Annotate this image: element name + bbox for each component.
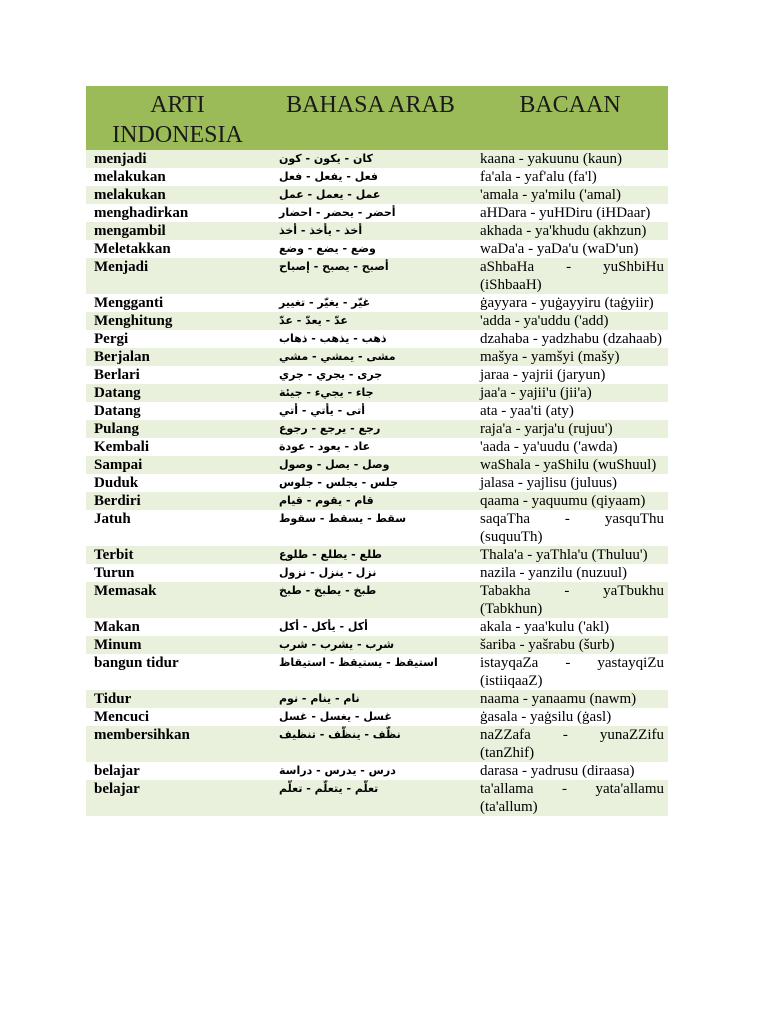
transliteration: jalasa - yajlisu (juluus) [472, 474, 668, 492]
table-row [86, 726, 668, 762]
header-bahasa-arab: BAHASA ARAB [269, 86, 472, 150]
transliteration: aShbaHa - yuShbiHu (iShbaaH) [472, 258, 668, 294]
vocabulary-document [86, 86, 668, 816]
arabic-word: نزل - ينزل - نزول [269, 564, 472, 582]
arabic-word: أحضر - يحضر - احضار [269, 204, 472, 222]
arabic-word: رجع - يرجع - رجوع [269, 420, 472, 438]
transliteration: mašya - yamšyi (mašy) [472, 348, 668, 366]
indonesian-word: Terbit [86, 546, 269, 564]
indonesian-word: melakukan [86, 186, 269, 204]
transliteration: saqaTha - yasquThu (suquuTh) [472, 510, 668, 546]
transliteration: 'amala - ya'milu ('amal) [472, 186, 668, 204]
header-arti-indonesia: ARTI INDONESIA [86, 86, 269, 150]
arabic-word: طلع - يطلع - طلوع [269, 546, 472, 564]
transliteration: raja'a - yarja'u (rujuu') [472, 420, 668, 438]
transliteration: akhada - ya'khudu (akhzun) [472, 222, 668, 240]
indonesian-word: Sampai [86, 456, 269, 474]
transliteration: waShala - yaShilu (wuShuul) [472, 456, 668, 474]
indonesian-word: mengambil [86, 222, 269, 240]
transliteration: kaana - yakuunu (kaun) [472, 150, 668, 168]
indonesian-word: Berdiri [86, 492, 269, 510]
indonesian-word: Makan [86, 618, 269, 636]
indonesian-word: Duduk [86, 474, 269, 492]
arabic-word: كان - يكون - كون [269, 150, 472, 168]
indonesian-word: Memasak [86, 582, 269, 618]
arabic-word: مشى - يمشي - مشي [269, 348, 472, 366]
transliteration: waDa'a - yaDa'u (waD'un) [472, 240, 668, 258]
transliteration: jaa'a - yajii'u (jii'a) [472, 384, 668, 402]
table-row [86, 708, 668, 726]
table-row [86, 312, 668, 330]
arabic-word: عاد - يعود - عودة [269, 438, 472, 456]
transliteration: ata - yaa'ti (aty) [472, 402, 668, 420]
transliteration: nazila - yanzilu (nuzuul) [472, 564, 668, 582]
indonesian-word: Berlari [86, 366, 269, 384]
transliteration: dzahaba - yadzhabu (dzahaab) [472, 330, 668, 348]
indonesian-word: Datang [86, 402, 269, 420]
table-row [86, 438, 668, 456]
table-row [86, 654, 668, 690]
indonesian-word: Pergi [86, 330, 269, 348]
indonesian-word: Jatuh [86, 510, 269, 546]
indonesian-word: menghadirkan [86, 204, 269, 222]
arabic-word: جلس - يجلس - جلوس [269, 474, 472, 492]
indonesian-word: Menjadi [86, 258, 269, 294]
arabic-word: أخذ - يأخذ - أخذ [269, 222, 472, 240]
transliteration: 'aada - ya'uudu ('awda) [472, 438, 668, 456]
table-row [86, 420, 668, 438]
indonesian-word: belajar [86, 762, 269, 780]
table-row [86, 186, 668, 204]
transliteration: qaama - yaquumu (qiyaam) [472, 492, 668, 510]
table-row [86, 168, 668, 186]
arabic-word: وضع - يضع - وضع [269, 240, 472, 258]
transliteration: istayqaZa - yastayqiZu (istiiqaaZ) [472, 654, 668, 690]
transliteration: naZZafa - yunaZZifu (tanZhif) [472, 726, 668, 762]
transliteration: naama - yanaamu (nawm) [472, 690, 668, 708]
indonesian-word: belajar [86, 780, 269, 816]
table-row [86, 456, 668, 474]
indonesian-word: Turun [86, 564, 269, 582]
indonesian-word: Mencuci [86, 708, 269, 726]
table-row [86, 492, 668, 510]
table-row [86, 222, 668, 240]
indonesian-word: Kembali [86, 438, 269, 456]
indonesian-word: Menghitung [86, 312, 269, 330]
arabic-word: قام - يقوم - قيام [269, 492, 472, 510]
transliteration: 'adda - ya'uddu ('add) [472, 312, 668, 330]
transliteration: Thala'a - yaThla'u (Thuluu') [472, 546, 668, 564]
table-row [86, 330, 668, 348]
indonesian-word: Berjalan [86, 348, 269, 366]
arabic-word: استيقظ - يستيقظ - استيقاظ [269, 654, 472, 690]
transliteration: fa'ala - yaf'alu (fa'l) [472, 168, 668, 186]
indonesian-word: Mengganti [86, 294, 269, 312]
table-row [86, 366, 668, 384]
table-row [86, 294, 668, 312]
indonesian-word: membersihkan [86, 726, 269, 762]
table-row [86, 240, 668, 258]
arabic-word: فعل - يفعل - فعل [269, 168, 472, 186]
arabic-word: عدّ - يعدّ - عدّ [269, 312, 472, 330]
table-row [86, 762, 668, 780]
table-row [86, 150, 668, 168]
table-row [86, 582, 668, 618]
indonesian-word: Tidur [86, 690, 269, 708]
vocabulary-table [86, 86, 668, 816]
arabic-word: ذهب - يذهب - ذهاب [269, 330, 472, 348]
table-row [86, 258, 668, 294]
indonesian-word: Datang [86, 384, 269, 402]
arabic-word: شرب - يشرب - شرب [269, 636, 472, 654]
arabic-word: نام - ينام - نوم [269, 690, 472, 708]
arabic-word: وصل - يصل - وصول [269, 456, 472, 474]
transliteration: aHDara - yuHDiru (iHDaar) [472, 204, 668, 222]
transliteration: ta'allama - yata'allamu (ta'allum) [472, 780, 668, 816]
transliteration: akala - yaa'kulu ('akl) [472, 618, 668, 636]
table-header-row [86, 86, 668, 150]
table-row [86, 690, 668, 708]
arabic-word: أصبح - يصبح - إصباح [269, 258, 472, 294]
arabic-word: غيّر - يغيّر - تغيير [269, 294, 472, 312]
table-row [86, 546, 668, 564]
transliteration: ġasala - yaġsilu (ġasl) [472, 708, 668, 726]
table-row [86, 618, 668, 636]
transliteration: jaraa - yajrii (jaryun) [472, 366, 668, 384]
indonesian-word: melakukan [86, 168, 269, 186]
arabic-word: جرى - يجري - جري [269, 366, 472, 384]
table-row [86, 636, 668, 654]
table-row [86, 402, 668, 420]
transliteration: Tabakha - yaTbukhu (Tabkhun) [472, 582, 668, 618]
indonesian-word: Meletakkan [86, 240, 269, 258]
indonesian-word: Pulang [86, 420, 269, 438]
arabic-word: غسل - يغسل - غسل [269, 708, 472, 726]
arabic-word: عمل - يعمل - عمل [269, 186, 472, 204]
table-row [86, 780, 668, 816]
arabic-word: طبخ - يطبخ - طبخ [269, 582, 472, 618]
table-row [86, 204, 668, 222]
indonesian-word: menjadi [86, 150, 269, 168]
transliteration: ġayyara - yuġayyiru (taġyiir) [472, 294, 668, 312]
arabic-word: جاء - يجيء - جيئة [269, 384, 472, 402]
table-row [86, 564, 668, 582]
transliteration: darasa - yadrusu (diraasa) [472, 762, 668, 780]
transliteration: šariba - yašrabu (šurb) [472, 636, 668, 654]
header-bacaan: BACAAN [472, 86, 668, 150]
table-row [86, 348, 668, 366]
arabic-word: أتى - يأتي - أتي [269, 402, 472, 420]
arabic-word: تعلّم - يتعلّم - تعلّم [269, 780, 472, 816]
table-body [86, 150, 668, 816]
table-row [86, 510, 668, 546]
table-row [86, 384, 668, 402]
indonesian-word: Minum [86, 636, 269, 654]
indonesian-word: bangun tidur [86, 654, 269, 690]
arabic-word: أكل - يأكل - أكل [269, 618, 472, 636]
arabic-word: درس - يدرس - دراسة [269, 762, 472, 780]
table-row [86, 474, 668, 492]
arabic-word: نظّف - ينظّف - تنظيف [269, 726, 472, 762]
arabic-word: سقط - يسقط - سقوط [269, 510, 472, 546]
